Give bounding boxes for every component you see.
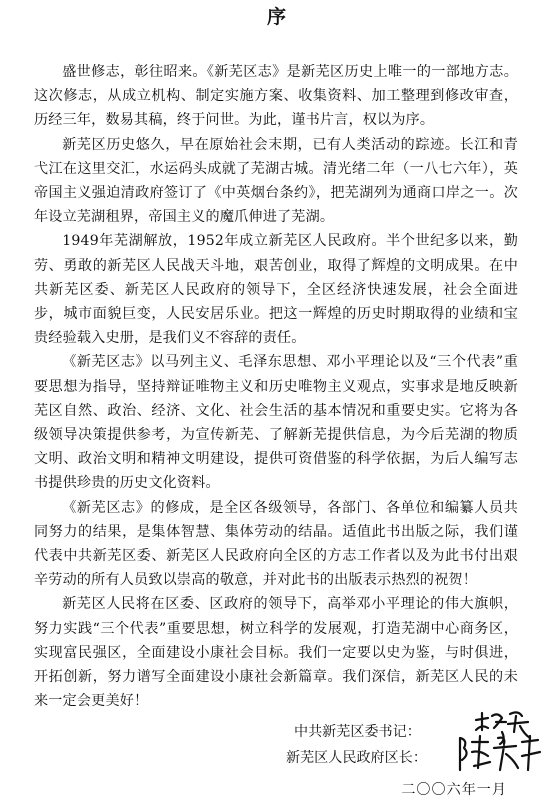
paragraph: 新芜区人民将在区委、区政府的领导下，高举邓小平理论的伟大旗帜，努力实践“三个代表”重要思想，树立科学的发展观，打造芜湖中心商务区，实现富民强区，全面建设小康社会目标。我们一定要以史为鉴，与时俱进，开拓创新，努力谱写全面建设小康社会新篇章。我们深信，新芜区人民的未来一定会更美好！ bbox=[34, 596, 518, 710]
signatory-title: 中共新芜区委书记： bbox=[294, 724, 421, 740]
paragraph: 新芜区历史悠久，早在原始社会末期，已有人类活动的踪迹。长江和青弋江在这里交汇，水运码头成就了芜湖古城。清光绪二年（一八七六年），英帝国主义强迫清政府签订了《中英烟台条约》，把芜湖列为通商口岸之一。次年设立芜湖租界，帝国主义的魔爪伸进了芜湖。 bbox=[34, 136, 518, 226]
signatory-title: 新芜区人民政府区长： bbox=[286, 750, 427, 766]
paragraph: 盛世修志，彰往昭来。《新芜区志》是新芜区历史上唯一的一部地方志。这次修志，从成立机构、制定实施方案、收集资料、加工整理到修改审查，历经三年，数易其稿，终于问世。为此，谨书片言，权以为序。 bbox=[34, 64, 518, 129]
paragraph: 《新芜区志》的修成，是全区各级领导，各部门、各单位和编纂人员共同努力的结果，是集体智慧、集体劳动的结晶。适值此书出版之际，我们谨代表中共新芜区委、新芜区人民政府向全区的方志工作者以及为此书付出艰辛劳动的所有人员致以崇高的敬意，并对此书的出版表示热烈的祝贺！ bbox=[34, 499, 518, 589]
page-title: 序 bbox=[266, 6, 286, 28]
paragraph: 《新芜区志》以马列主义、毛泽东思想、邓小平理论以及“三个代表”重要思想为指导，坚持辩证唯物主义和历史唯物主义观点，实事求是地反映新芜区自然、政治、经济、文化、社会生活的基本情况和重要史实。它将为各级领导决策提供参考，为宣传新芜、了解新芜提供信息，为今后芜湖的物质文明、政治文明和精神文明建设，提供可资借鉴的科学依据，为后人编写志书提供珍贵的历史文化资料。 bbox=[34, 354, 518, 492]
document-date: 二〇〇六年一月 bbox=[401, 782, 507, 798]
paragraph: 1949年芜湖解放，1952年成立新芜区人民政府。半个世纪多以来，勤劳、勇敢的新芜区人民战天斗地，艰苦创业，取得了辉煌的文明成果。在中共新芜区委、新芜区人民政府的领导下，全区经济快速发展，社会全面进步，城市面貌巨变，人民安居乐业。把这一辉煌的历史时期取得的业绩和宝贵经验载入史册，是我们义不容辞的责任。 bbox=[34, 233, 518, 347]
preface-body bbox=[34, 60, 518, 713]
handwritten-signature-icon bbox=[454, 732, 546, 776]
